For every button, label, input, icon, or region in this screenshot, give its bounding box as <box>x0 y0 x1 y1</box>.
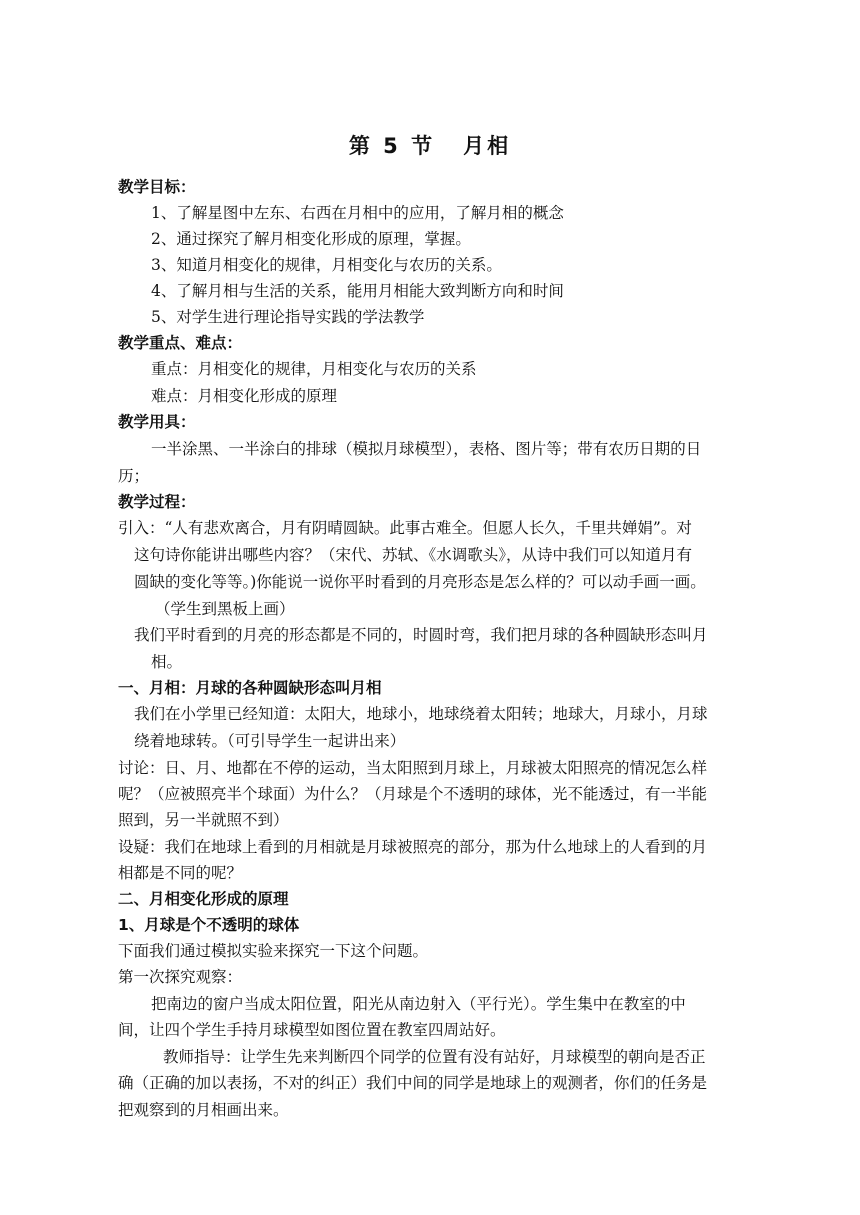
question-text: 相都是不同的呢？ <box>118 864 243 882</box>
intro-text: （学生到黑板上画） <box>155 600 295 618</box>
discussion-text: 呢？（应被照亮半个球面）为什么？（月球是个不透明的球体，光不能透过，有一半能 <box>118 785 708 803</box>
objectives-heading: 教学目标： <box>118 178 196 196</box>
question-text: 设疑：我们在地球上看到的月相就是月球被照亮的部分，那为什么地球上的人看到的月 <box>118 838 708 856</box>
objective-item: 2、通过探究了解月相变化形成的原理，掌握。 <box>151 230 471 248</box>
guidance-text: 确（正确的加以表扬，不对的纠正）我们中间的同学是地球上的观测者，你们的任务是 <box>118 1074 708 1092</box>
tools-text: 历； <box>118 467 150 485</box>
section-1-text: 我们在小学里已经知道：太阳大，地球小，地球绕着太阳转；地球大，月球小，月球 <box>134 705 708 723</box>
page-title <box>0 130 860 160</box>
key-point: 重点：月相变化的规律，月相变化与农历的关系 <box>151 360 477 378</box>
guidance-text: 把观察到的月相画出来。 <box>118 1101 289 1119</box>
key-points-heading: 教学重点、难点： <box>118 334 243 352</box>
title-topic: 月相 <box>463 134 512 158</box>
objective-item: 1、了解星图中左东、右西在月相中的应用，了解月相的概念 <box>151 204 564 222</box>
intro-text: 这句诗你能讲出哪些内容？（宋代、苏轼、《水调歌头》，从诗中我们可以知道月有 <box>134 546 693 564</box>
intro-text: 引入：“人有悲欢离合，月有阴晴圆缺。此事古难全。但愿人长久，千里共婵娟”。对 <box>118 519 692 537</box>
observation-text: 我们平时看到的月亮的形态都是不同的，时圆时弯，我们把月球的各种圆缺形态叫月 <box>134 626 708 644</box>
section-2-text: 第一次探究观察： <box>118 968 243 986</box>
section-1-text: 绕着地球转。（可引导学生一起讲出来） <box>134 732 406 750</box>
section-2-text: 下面我们通过模拟实验来探究一下这个问题。 <box>118 942 429 960</box>
section-2-heading: 二、月相变化形成的原理 <box>118 890 289 908</box>
process-heading: 教学过程： <box>118 493 196 511</box>
experiment-text: 把南边的窗户当成太阳位置，阳光从南边射入（平行光）。学生集中在教室的中 <box>151 995 686 1013</box>
discussion-text: 讨论：日、月、地都在不停的运动，当太阳照到月球上，月球被太阳照亮的情况怎么样 <box>118 759 708 777</box>
objective-item: 4、了解月相与生活的关系，能用月相能大致判断方向和时间 <box>151 282 564 300</box>
experiment-text: 间，让四个学生手持月球模型如图位置在教室四周站好。 <box>118 1021 506 1039</box>
tools-text: 一半涂黑、一半涂白的排球（模拟月球模型），表格、图片等；带有农历日期的日 <box>151 440 702 458</box>
difficult-point: 难点：月相变化形成的原理 <box>151 387 338 405</box>
section-1-heading: 一、月相：月球的各种圆缺形态叫月相 <box>118 679 382 697</box>
title-section-number: 第 5 节 <box>348 134 436 158</box>
tools-heading: 教学用具： <box>118 413 196 431</box>
discussion-text: 照到，另一半就照不到） <box>118 811 289 829</box>
intro-text: 圆缺的变化等等。)你能说一说你平时看到的月亮形态是怎么样的？可以动手画一画。 <box>134 573 706 591</box>
guidance-text: 教师指导：让学生先来判断四个同学的位置有没有站好，月球模型的朝向是否正 <box>163 1048 706 1066</box>
objective-item: 3、知道月相变化的规律，月相变化与农历的关系。 <box>151 256 502 274</box>
objective-item: 5、对学生进行理论指导实践的学法教学 <box>151 308 425 326</box>
section-2-subheading: 1、月球是个不透明的球体 <box>118 916 300 934</box>
observation-text: 相。 <box>151 653 183 671</box>
